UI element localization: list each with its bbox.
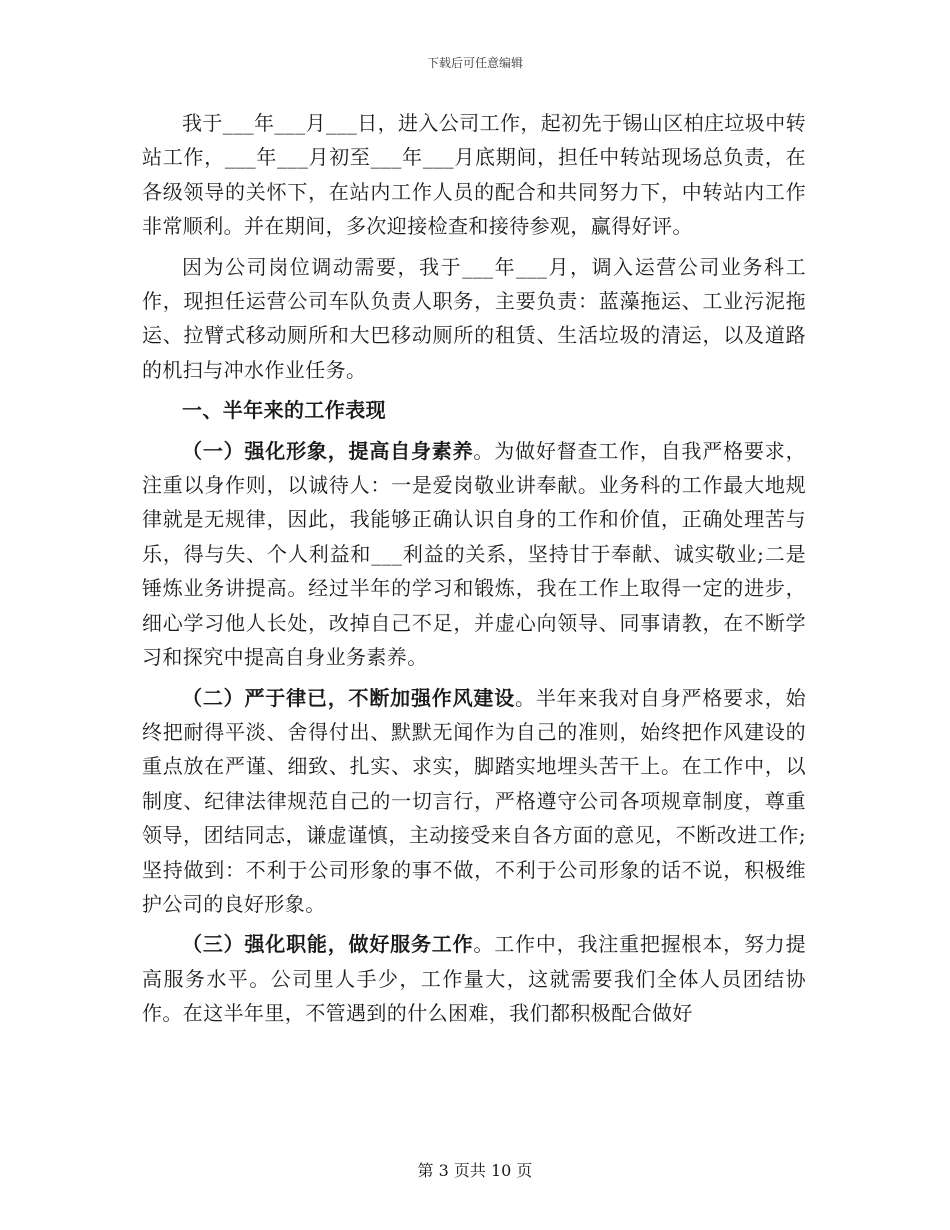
paragraph-transfer: 因为公司岗位调动需要，我于___年___月，调入运营公司业务科工作，现担任运营公司车队负责人职务，主要负责：蓝藻拖运、工业污泥拖运、拉臂式移动厕所和大巴移动厕所的租赁、生活垃圾的清运，以及道路的机扫与冲水作业任务。	[142, 254, 806, 382]
document-body	[142, 106, 806, 1031]
subsection-3-body: 。工作中，我注重把握根本，努力提高服务水平。公司里人手少，工作量大，这就需要我们全体人员团结协作。在这半年里，不管遇到的什么困难，我们都积极配合做好	[142, 932, 806, 1026]
subsection-2-title: （二）严于律已，不断加强作风建设	[182, 685, 516, 710]
paragraph-subsection-1	[142, 434, 806, 675]
paragraph-subsection-3	[142, 927, 806, 1030]
paragraph-subsection-2	[142, 681, 806, 922]
paragraph-intro: 我于___年___月___日，进入公司工作，起初先于锡山区柏庄垃圾中转站工作，___年___月初至___年___月底期间，担任中转站现场总负责，在各级领导的关怀下，在站内工作人员的配合和共同努力下，中转站内工作非常顺利。并在期间，多次迎接检查和接待参观，赢得好评。	[142, 111, 806, 239]
subsection-3-title: （三）强化职能，做好服务工作	[182, 932, 474, 957]
subsection-1-body: 。为做好督查工作，自我严格要求，注重以身作则，以诚待人：一是爱岗敬业讲奉献。业务科的工作最大地规律就是无规律，因此，我能够正确认识自身的工作和价值，正确处理苦与乐，得与失、个人利益和___利益的关系，坚持甘于奉献、诚实敬业;二是锤炼业务讲提高。经过半年的学习和锻炼，我在工作上取得一定的进步，细心学习他人长处，改掉自己不足，并虚心向领导、同事请教，在不断学习和探究中提高自身业务素养。	[142, 438, 806, 670]
subsection-2-body: 。半年来我对自身严格要求，始终把耐得平淡、舍得付出、默默无闻作为自己的准则，始终把作风建设的重点放在严谨、细致、扎实、求实，脚踏实地埋头苦干上。在工作中，以制度、纪律法律规范自己的一切言行，严格遵守公司各项规章制度，尊重领导，团结同志，谦虚谨慎，主动接受来自各方面的意见，不断改进工作;坚持做到：不利于公司形象的事不做，不利于公司形象的话不说，积极维护公司的良好形象。	[142, 685, 806, 916]
page-header: 下载后可任意编辑	[426, 56, 523, 70]
page-footer: 第 3 页共 10 页	[417, 1161, 533, 1180]
section-heading: 一、半年来的工作表现	[182, 398, 386, 423]
subsection-1-title: （一）强化形象，提高自身素养	[182, 438, 474, 463]
